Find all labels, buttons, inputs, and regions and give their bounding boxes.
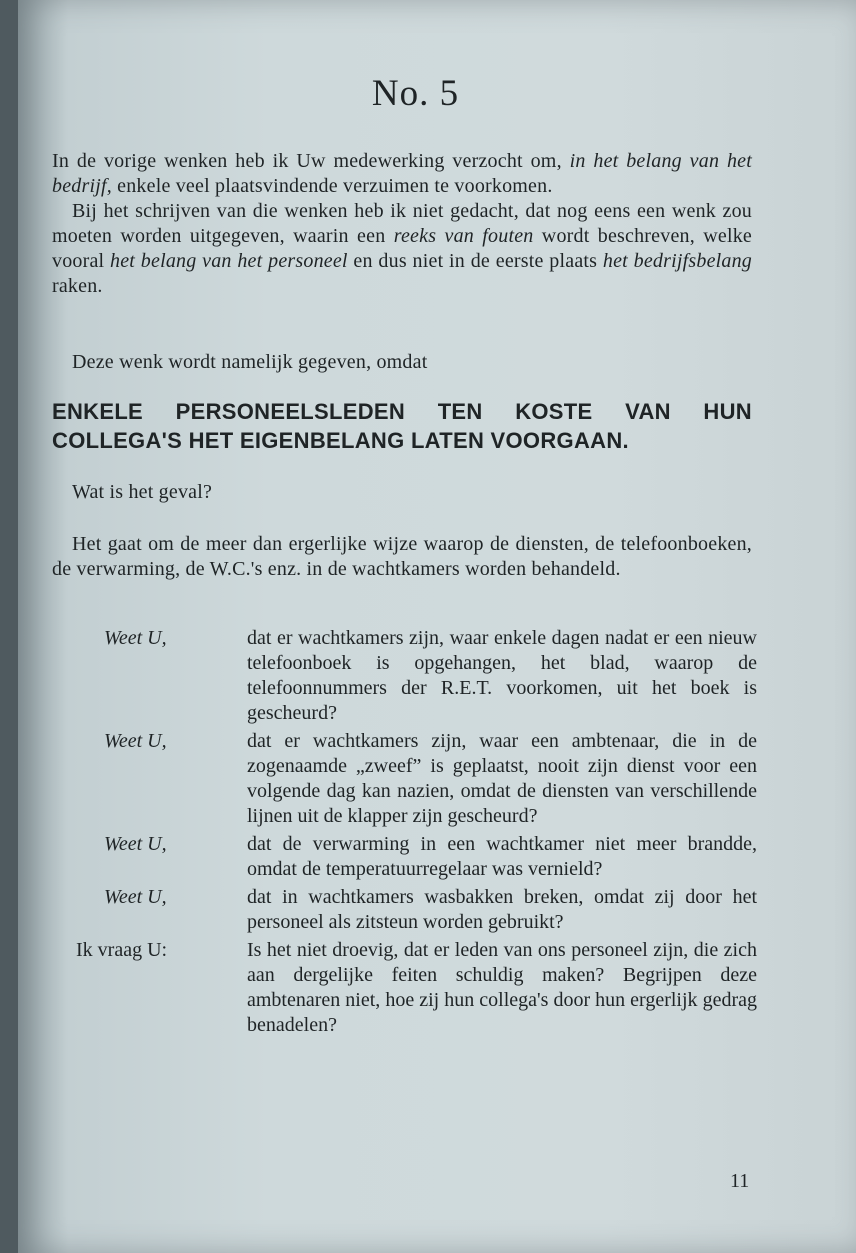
entry-label: Ik vraag U:: [76, 939, 168, 961]
entry-text: dat er wachtkamers zijn, waar een ambtenaar, die in de zogenaamde „zweef” is geplaatst, nooit zijn dienst voor een volgende dag kan nazien, omdat de diensten van verschillende lijnen uit de klapper zijn gescheurd?: [247, 730, 757, 827]
entry-text: dat de verwarming in een wachtkamer niet meer brandde, omdat de temperatuurregelaar was vernield?: [247, 833, 757, 880]
question-list: [52, 626, 757, 1041]
book-page: [18, 0, 856, 1253]
context-paragraph: Het gaat om de meer dan ergerlijke wijze waarop de diensten, de telefoonboeken, de verwarming, de W.C.'s enz. in de wachtkamers worden behandeld.: [52, 533, 752, 580]
entry-text: Is het niet droevig, dat er leden van ons personeel zijn, die zich aan dergelijke feiten schuldig maken? Begrijpen deze ambtenaren niet, hoe zij hun collega's door hun ergerlijk gedrag benadelen?: [247, 939, 757, 1036]
intro-paragraph: [52, 149, 752, 299]
reason-paragraph: Deze wenk wordt namelijk gegeven, omdat: [72, 351, 428, 373]
entry-text: dat er wachtkamers zijn, waar enkele dagen nadat er een nieuw telefoonboek is opgehangen, het blad, waarop de telefoonnummers der R.E.T. voorkomen, uit het boek is gescheurd?: [247, 627, 757, 724]
list-item: [52, 832, 757, 882]
entry-label: Weet U,: [104, 627, 167, 649]
page-title: No. 5: [371, 73, 460, 114]
entry-label: Weet U,: [104, 886, 167, 908]
intro-first-part: In de vorige wenken heb ik Uw medewerking verzocht om, in het belang van het bedrijf, enkele veel plaatsvindende verzuimen te voorkomen.: [52, 150, 753, 197]
intro-second-part: Bij het schrijven van die wenken heb ik niet gedacht, dat nog eens een wenk zou moeten worden uitgegeven, waarin een reeks van fouten wordt beschreven, welke vooral het belang van het personeel en dus niet in de eerste plaats het bedrijfsbelang raken.: [52, 200, 752, 297]
page-number: 11: [730, 1170, 750, 1192]
list-item: [52, 626, 757, 726]
list-item: [52, 938, 757, 1038]
list-item: [52, 729, 757, 829]
list-item: [52, 885, 757, 935]
entry-label: Weet U,: [104, 730, 167, 752]
entry-text: dat in wachtkamers wasbakken breken, omdat zij door het personeel als zitsteun worden gebruikt?: [247, 886, 757, 933]
question-paragraph: Wat is het geval?: [72, 481, 213, 503]
section-heading: ENKELE PERSONEELSLEDEN TEN KOSTE VAN HUN COLLEGA'S HET EIGENBELANG LATEN VOORGAAN.: [52, 399, 752, 453]
entry-label: Weet U,: [104, 833, 167, 855]
